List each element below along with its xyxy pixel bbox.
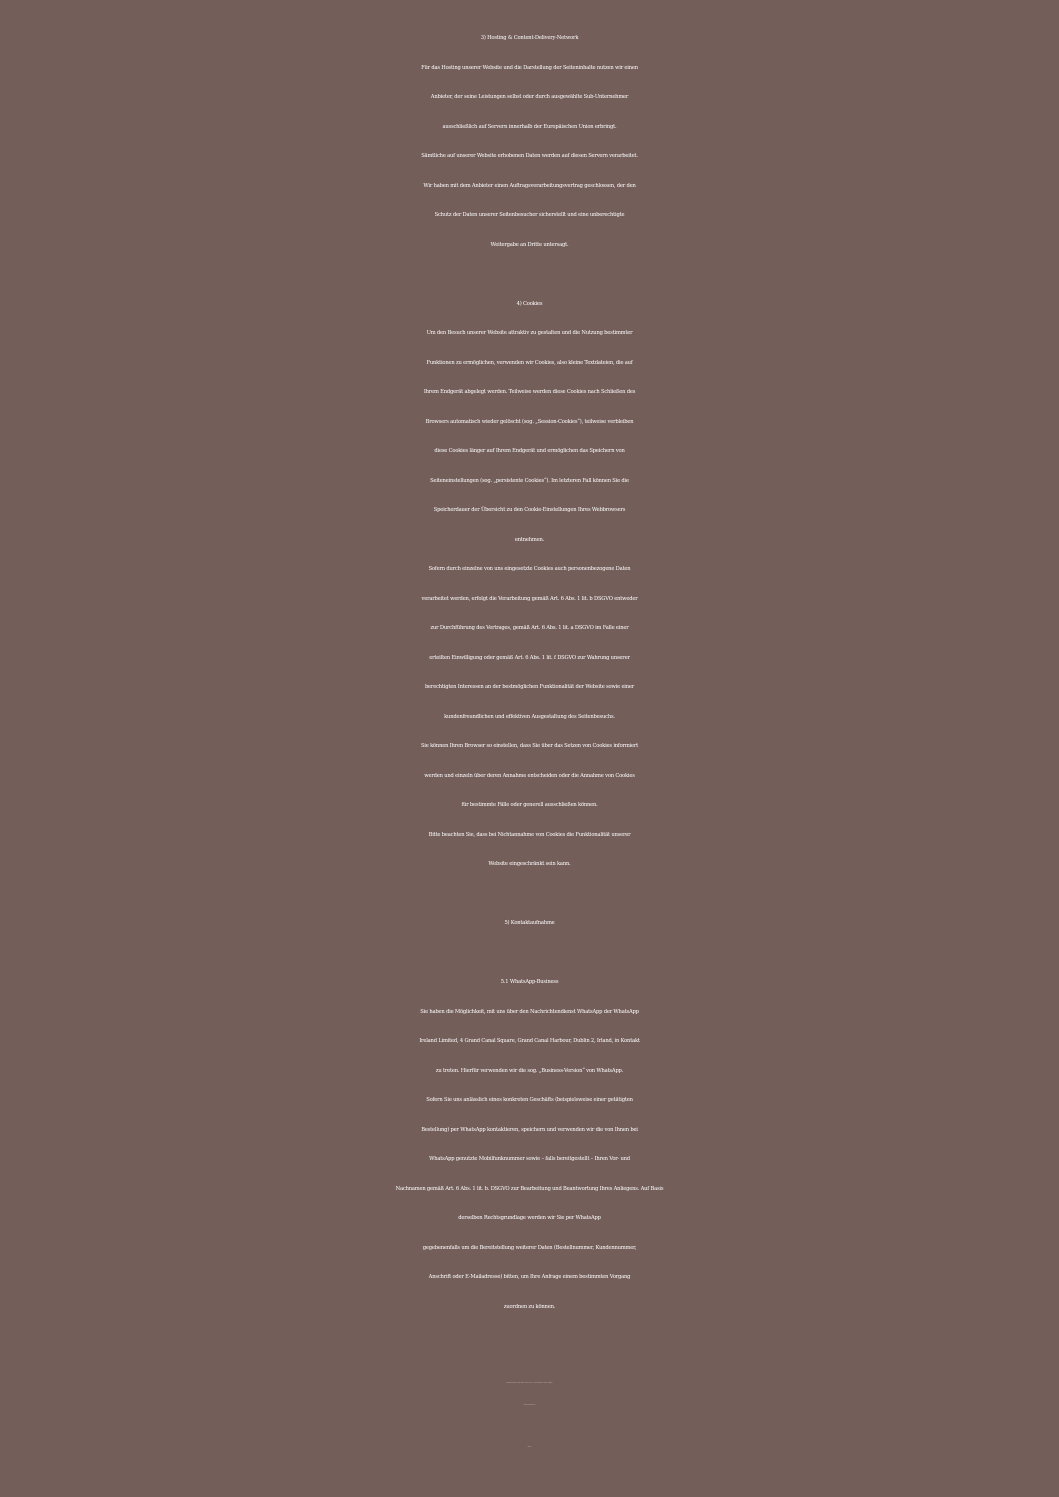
text-line: Bitte beachten Sie, dass bei Nichtannahme von Cookies die Funktionalität unserer [428, 831, 631, 838]
section-heading: 3) Hosting & Content-Delivery-Network [480, 35, 579, 41]
section-contact [0, 909, 1059, 1322]
text-line: Ireland Limited, 4 Grand Canal Square, Grand Canal Harbour, Dublin 2, Irland, in Kontakt [419, 1038, 640, 1044]
text-line: Sie haben die Möglichkeit, mit uns über den Nachrichtendienst WhatsApp der WhatsApp [420, 1008, 639, 1015]
section-hosting [0, 24, 1059, 260]
section-spacer [0, 939, 1059, 969]
text-line: Sie können Ihren Browser so einstellen, dass Sie über das Setzen von Cookies informiert [420, 743, 639, 749]
text-line: werden und einzeln über deren Annahme entscheiden oder die Annahme von Cookies [424, 772, 635, 779]
text-line: erteilten Einwilligung oder gemäß Art. 6 Abs. 1 lit. f DSGVO zur Wahrung unserer [429, 654, 630, 661]
footer-website-link[interactable]: www.it-recht-kanzlei.de [523, 1405, 536, 1406]
text-line: zur Durchführung des Vertrages, gemäß Art. 6 Abs. 1 lit. a DSGVO im Falle einer [430, 625, 629, 631]
section-heading: 4) Cookies [516, 300, 543, 307]
text-line: Um den Besuch unserer Website attraktiv zu gestalten und die Nutzung bestimmter [426, 330, 633, 336]
text-line: berechtigten Interessen an der bestmöglichen Funktionalität der Website sowie einer [424, 684, 635, 690]
section-cookies [0, 290, 1059, 880]
section-spacer [0, 260, 1059, 290]
footer [0, 1373, 1059, 1417]
text-line: Nachnamen gemäß Art. 6 Abs. 1 lit. b. DSGVO zur Bearbeitung und Beantwortung Ihres Anliegens. Auf Basis [395, 1185, 664, 1192]
footer-copyright: Copyright © 2026, IT-Recht-Kanzlei GmbH & Co. KG · Alter Messeplatz 2 · 80339 München [506, 1383, 553, 1384]
text-line: Browsers automatisch wieder gelöscht (sog. „Session-Cookies“), teilweise verbleiben [425, 418, 634, 425]
subsection-heading: 5.1 WhatsApp-Business [500, 979, 559, 985]
page-number-label: Seite 2 [527, 1447, 532, 1448]
text-line: Sämtliche auf unserer Website erhobenen Daten werden auf diesen Servern verarbeitet. [421, 153, 638, 159]
text-line: ausschließlich auf Servern innerhalb der Europäischen Union erbringt. [442, 123, 617, 130]
text-line: zuordnen zu können. [503, 1303, 556, 1310]
text-line: für bestimmte Fälle oder generell ausschließen können. [461, 802, 598, 808]
text-line: Sofern Sie uns anlässlich eines konkreten Geschäfts (beispielsweise einer getätigten [426, 1097, 633, 1103]
text-line: Für das Hosting unserer Website und die Darstellung der Seiteninhalte nutzen wir einen [421, 64, 638, 71]
section-heading: 5) Kontaktaufnahme [504, 920, 555, 926]
text-line: Ihrem Endgerät abgelegt werden. Teilweise werden diese Cookies nach Schließen des [423, 389, 636, 395]
text-line: diese Cookies länger auf Ihrem Endgerät und ermöglichen das Speichern von [434, 448, 625, 454]
text-line: Funktionen zu ermöglichen, verwenden wir Cookies, also kleine Textdateien, die auf [426, 359, 633, 366]
text-line: Anschrift oder E-Mailadresse) bitten, um Ihre Anfrage einem bestimmten Vorgang [428, 1274, 631, 1280]
text-line: Anbieter, der seine Leistungen selbst oder durch ausgewählte Sub-Unternehmer [430, 94, 629, 100]
text-line: entnehmen. [514, 536, 545, 543]
text-line: gegebenenfalls um die Bereitstellung weiterer Daten (Bestellnummer, Kundennummer, [422, 1244, 637, 1251]
text-line: Bestellung) per WhatsApp kontaktieren, speichern und verwenden wir die von Ihnen bei [421, 1126, 638, 1133]
text-line: Schutz der Daten unserer Seitenbesucher sicherstellt und eine unberechtigte [434, 212, 625, 218]
text-line: Sofern durch einzelne von uns eingesetzte Cookies auch personenbezogene Daten [428, 566, 631, 572]
text-line: kundenfreundlichen und effektiven Ausgestaltung des Seitenbesuchs. [444, 713, 615, 720]
page-number [0, 1437, 1059, 1459]
text-line: derselben Rechtsgrundlage werden wir Sie per WhatsApp [458, 1215, 601, 1221]
text-line: Speicherdauer der Übersicht zu den Cookie-Einstellungen Ihres Webbrowsers [433, 507, 626, 513]
text-line: WhatsApp genutzte Mobilfunknummer sowie – falls bereitgestellt – Ihren Vor- und [429, 1156, 630, 1162]
text-line: Weitergabe an Dritte untersagt. [490, 241, 569, 248]
document-body [0, 24, 1059, 1322]
text-line: Wir haben mit dem Anbieter einen Auftragsverarbeitungsvertrag geschlossen, der den [423, 182, 636, 189]
text-line: zu treten. Hierfür verwenden wir die sog. „Business-Version“ von WhatsApp. [435, 1067, 624, 1074]
section-spacer [0, 880, 1059, 910]
text-line: Seiteneinstellungen (sog. „persistente Cookies“). Im letzteren Fall können Sie die [430, 477, 629, 484]
text-line: Website eingeschränkt sein kann. [488, 861, 571, 867]
text-line: verarbeitet werden, erfolgt die Verarbeitung gemäß Art. 6 Abs. 1 lit. b DSGVO entweder [421, 595, 638, 602]
